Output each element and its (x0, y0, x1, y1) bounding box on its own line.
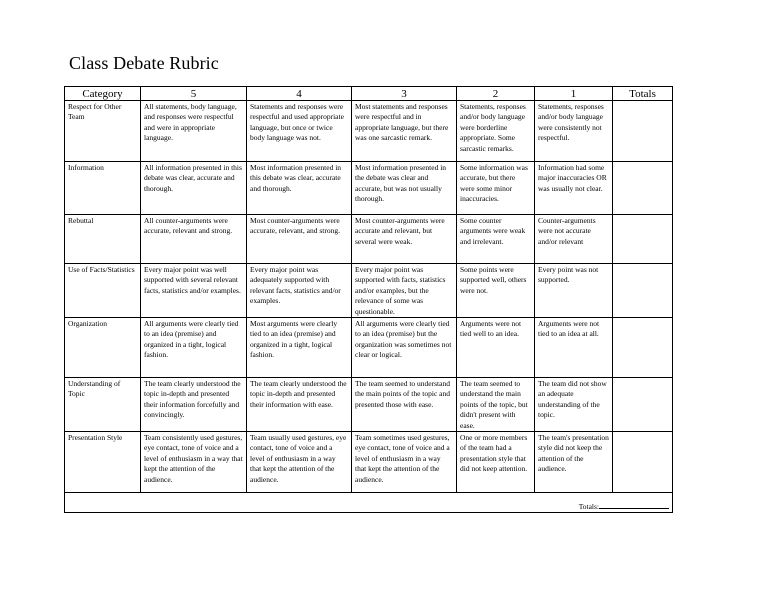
criteria-cell: Statements, responses and/or body language were borderline appropriate. Some sarcastic remarks. (457, 101, 535, 162)
criteria-cell: The team seemed to understand the main points of the topic, but didn't present with ease. (457, 378, 535, 432)
criteria-cell: The team seemed to understand the main points of the topic and presented those with ease. (352, 378, 457, 432)
criteria-cell: The team clearly understood the topic in-depth and presented their information forcefully and convincingly. (141, 378, 247, 432)
header-score-1: 1 (535, 87, 613, 101)
criteria-cell: Most counter-arguments were accurate, relevant, and strong. (247, 215, 352, 264)
header-score-2: 2 (457, 87, 535, 101)
criteria-cell: Most information presented in this debate was clear, accurate and thorough. (247, 162, 352, 215)
criteria-cell: All counter-arguments were accurate, relevant and strong. (141, 215, 247, 264)
table-row (65, 162, 673, 215)
criteria-cell: The team did not show an adequate understanding of the topic. (535, 378, 613, 432)
table-row (65, 215, 673, 264)
criteria-cell: Every point was not supported. (535, 264, 613, 318)
totals-cell[interactable] (613, 378, 673, 432)
totals-cell[interactable] (613, 101, 673, 162)
criteria-cell: Every major point was supported with facts, statistics and/or examples, but the relevance of some was questionable. (352, 264, 457, 318)
criteria-cell: Statements, responses and/or body language were consistently not respectful. (535, 101, 613, 162)
totals-cell[interactable] (613, 318, 673, 378)
category-cell: Information (65, 162, 141, 215)
category-cell: Presentation Style (65, 432, 141, 493)
criteria-cell: Statements and responses were respectful and used appropriate language, but once or twice body language was not. (247, 101, 352, 162)
criteria-cell: All arguments were clearly tied to an idea (premise) and organized in a tight, logical fashion. (141, 318, 247, 378)
header-score-5: 5 (141, 87, 247, 101)
category-cell: Respect for Other Team (65, 101, 141, 162)
criteria-cell: Arguments were not tied well to an idea. (457, 318, 535, 378)
criteria-cell: Every major point was well supported with several relevant facts, statistics and/or examples. (141, 264, 247, 318)
criteria-cell: One or more members of the team had a presentation style that did not keep attention. (457, 432, 535, 493)
page-title: Class Debate Rubric (69, 53, 219, 73)
criteria-cell: Most information presented in the debate was clear and accurate, but was not usually thorough. (352, 162, 457, 215)
header-category: Category (65, 87, 141, 101)
header-score-3: 3 (352, 87, 457, 101)
criteria-cell: Most statements and responses were respectful and in appropriate language, but there was one sarcastic remark. (352, 101, 457, 162)
criteria-cell: The team's presentation style did not keep the attention of the audience. (535, 432, 613, 493)
grand-total-label: Totals: (578, 501, 599, 511)
criteria-cell: Most counter-arguments were accurate and relevant, but several were weak. (352, 215, 457, 264)
table-row (65, 101, 673, 162)
criteria-cell: Some points were supported well, others were not. (457, 264, 535, 318)
criteria-cell: Most arguments were clearly tied to an idea (premise) and organized in a tight, logical fashion. (247, 318, 352, 378)
criteria-cell: Team usually used gestures, eye contact, tone of voice and a level of enthusiasm in a way that kept the attention of the audience. (247, 432, 352, 493)
table-row (65, 264, 673, 318)
table-row (65, 318, 673, 378)
criteria-cell: Team sometimes used gestures, eye contact, tone of voice and a level of enthusiasm in a way that kept the attention of the audience. (352, 432, 457, 493)
category-cell: Organization (65, 318, 141, 378)
totals-cell[interactable] (613, 215, 673, 264)
criteria-cell: All arguments were clearly tied to an idea (premise) but the organization was sometimes not clear or logical. (352, 318, 457, 378)
criteria-cell: Information had some major inaccuracies OR was usually not clear. (535, 162, 613, 215)
criteria-cell: All statements, body language, and responses were respectful and were in appropriate language. (141, 101, 247, 162)
category-cell: Rebuttal (65, 215, 141, 264)
rubric-table (64, 86, 673, 513)
totals-cell[interactable] (613, 162, 673, 215)
header-row (65, 87, 673, 101)
criteria-cell: Every major point was adequately supported with relevant facts, statistics and/or examples. (247, 264, 352, 318)
criteria-cell: Team consistently used gestures, eye contact, tone of voice and a level of enthusiasm in a way that kept the attention of the audience. (141, 432, 247, 493)
totals-cell[interactable] (613, 432, 673, 493)
header-totals: Totals (613, 87, 673, 101)
category-cell: Use of Facts/Statistics (65, 264, 141, 318)
table-row (65, 432, 673, 493)
grand-total-cell (65, 493, 673, 513)
criteria-cell: Some information was accurate, but there were some minor inaccuracies. (457, 162, 535, 215)
table-row (65, 378, 673, 432)
criteria-cell: The team clearly understood the topic in-depth and presented their information with ease. (247, 378, 352, 432)
criteria-cell: Counter-arguments were not accurate and/or relevant (535, 215, 613, 264)
criteria-cell: Some counter arguments were weak and irrelevant. (457, 215, 535, 264)
criteria-cell: Arguments were not tied to an idea at all. (535, 318, 613, 378)
grand-total-row (65, 493, 673, 513)
criteria-cell: All information presented in this debate was clear, accurate and thorough. (141, 162, 247, 215)
totals-cell[interactable] (613, 264, 673, 318)
grand-total-blank[interactable] (599, 500, 669, 509)
category-cell: Understanding of Topic (65, 378, 141, 432)
header-score-4: 4 (247, 87, 352, 101)
